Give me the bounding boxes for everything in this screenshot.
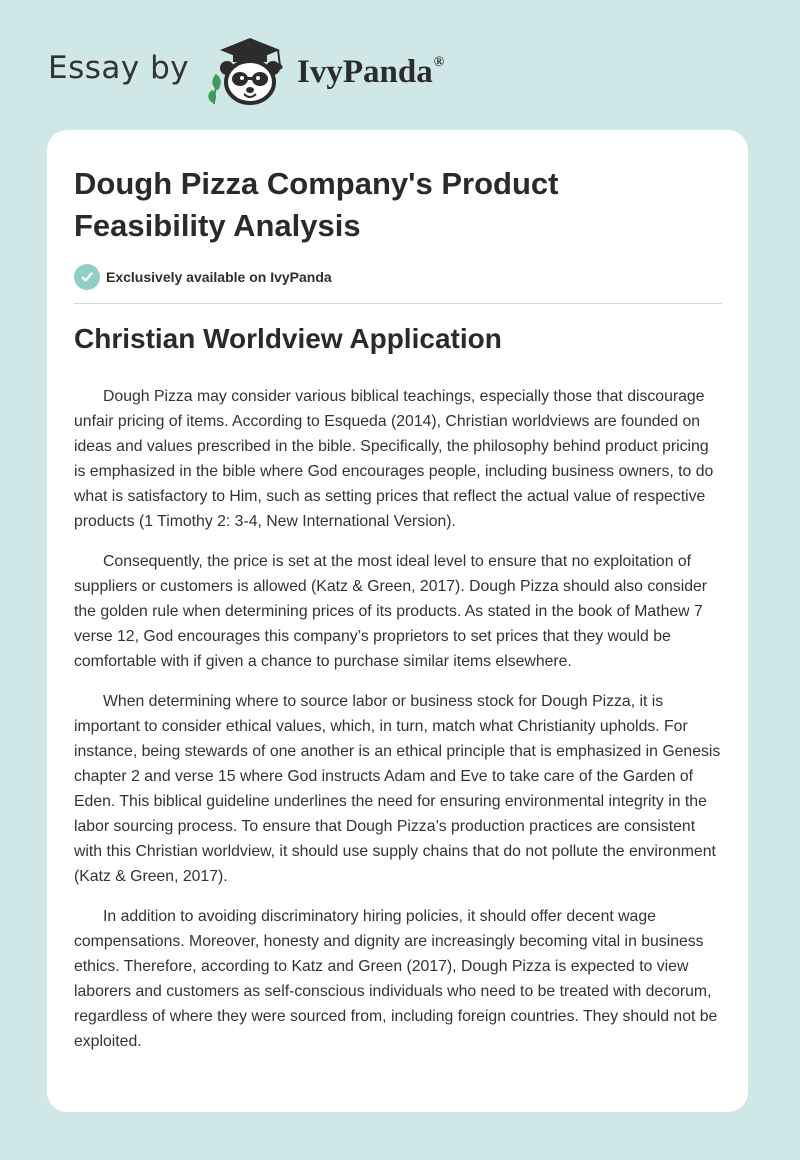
essay-by-label: Essay by bbox=[48, 50, 190, 86]
paragraph: Consequently, the price is set at the most ideal level to ensure that no exploitation of suppliers or customers is allowed (Katz & Green, 2017). Dough Pizza should also consider the golden rule when determining prices of its products. As stated in the book of Mathew 7 verse 12, God encourages this company’s proprietors to set prices that they would be comfortable with if given a chance to purchase similar items elsewhere. bbox=[74, 553, 708, 670]
paragraph: Dough Pizza may consider various biblical teachings, especially those that discourage unfair pricing of items. According to Esqueda (2014), Christian worldviews are founded on ideas and values prescribed in the bible. Specifically, the philosophy behind product pricing is emphasized in the bible where God encourages people, including business owners, to do what is satisfactory to Him, such as setting prices that reflect the actual value of respective products (1 Timothy 2: 3-4, New International Version). bbox=[74, 388, 714, 530]
essay-body bbox=[74, 384, 722, 1069]
section-title: Christian Worldview Application bbox=[74, 323, 502, 354]
ivypanda-logo-icon[interactable] bbox=[200, 36, 290, 108]
essay-title: Dough Pizza Company's Product Feasibility Analysis bbox=[74, 166, 559, 243]
exclusive-badge bbox=[74, 264, 332, 290]
paragraph: In addition to avoiding discriminatory hiring policies, it should offer decent wage compensations. Moreover, honesty and dignity are increasingly becoming vital in business ethics. Therefore, according to Katz and Green (2017), Dough Pizza is expected to view laborers and customers as self-conscious individuals who need to be treated with decorum, regardless of where they were sourced from, including foreign countries. They should not be exploited. bbox=[74, 908, 718, 1050]
check-icon bbox=[74, 264, 100, 290]
badge-text: Exclusively available on IvyPanda bbox=[106, 269, 332, 285]
essay-card bbox=[47, 130, 748, 1112]
registered-mark: ® bbox=[433, 55, 445, 70]
site-header bbox=[0, 0, 800, 130]
divider bbox=[74, 303, 722, 304]
brand-name[interactable]: IvyPanda® bbox=[297, 54, 445, 90]
paragraph: When determining where to source labor or business stock for Dough Pizza, it is important to consider ethical values, which, in turn, match what Christianity upholds. For instance, being stewards of one another is an ethical principle that is emphasized in Genesis chapter 2 and verse 15 where God instructs Adam and Eve to take care of the Garden of Eden. This biblical guideline underlines the need for ensuring environmental integrity in the labor sourcing process. To ensure that Dough Pizza’s production practices are consistent with this Christian worldview, it should use supply chains that do not pollute the environment (Katz & Green, 2017). bbox=[74, 693, 721, 885]
